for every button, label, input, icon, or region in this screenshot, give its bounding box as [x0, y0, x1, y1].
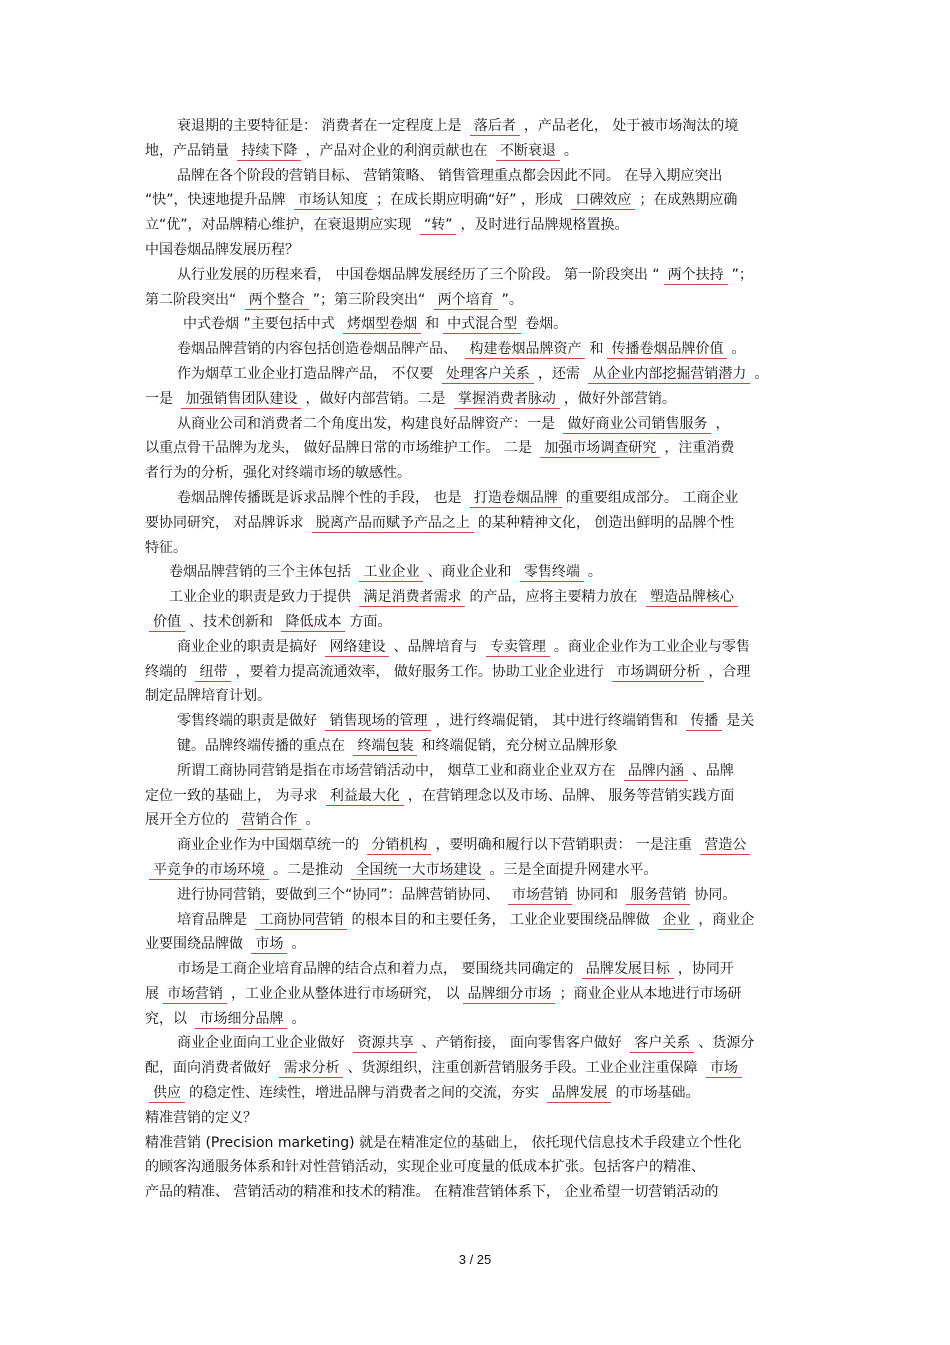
- text-segment: ，在营销理念以及市场、品牌、 服务等营销实践方面: [407, 787, 735, 804]
- text-line: [145, 114, 810, 139]
- text-segment: 所谓工商协同营销是指在市场营销活动中， 烟草工业和商业企业双方在: [177, 762, 620, 779]
- text-segment: 。: [587, 564, 602, 581]
- answer-blank: 终端包装: [353, 737, 417, 756]
- text-segment: ，产品对企业的利润贡献也在: [305, 142, 492, 159]
- text-segment: ；在成熟期应确: [639, 192, 738, 209]
- text-line: [145, 337, 810, 362]
- text-line: [145, 1131, 810, 1156]
- text-segment: 。: [305, 812, 320, 829]
- text-segment: 。: [731, 341, 746, 358]
- text-segment: 终端的: [145, 663, 192, 680]
- text-segment: 从商业公司和消费者二个角度出发，构建良好品牌资产：一是: [177, 415, 560, 432]
- text-segment: 特征。: [145, 539, 187, 556]
- text-segment: 培育品牌是: [177, 911, 252, 928]
- page-number: 3 / 25: [458, 1252, 492, 1267]
- text-segment: 协同。: [694, 886, 737, 903]
- answer-blank: 分销机构: [367, 836, 431, 855]
- text-segment: 是关: [726, 713, 755, 730]
- text-segment: 一是: [145, 390, 178, 407]
- text-segment: 方面。: [349, 613, 392, 630]
- text-segment: 卷烟品牌传播既是诉求品牌个性的手段， 也是: [177, 489, 466, 506]
- text-segment: 以重点骨干品牌为龙头， 做好品牌日常的市场维护工作。 二是: [145, 440, 537, 457]
- text-segment: 商业企业作为中国烟草统一的: [177, 837, 364, 854]
- answer-blank: 销售现场的管理: [325, 712, 431, 731]
- text-line: [145, 932, 810, 957]
- text-segment: 、技术创新和: [189, 613, 278, 630]
- text-segment: ，做好外部营销。: [563, 390, 676, 407]
- text-segment: 工业企业的职责是致力于提供: [169, 589, 356, 606]
- text-segment: 究，以: [145, 1010, 192, 1027]
- answer-blank: 平竞争的市场环境: [149, 861, 269, 880]
- answer-blank: 市场: [706, 1059, 742, 1078]
- text-segment: “快”，快速地提升品牌: [145, 192, 290, 209]
- text-line: [145, 536, 810, 561]
- answer-blank: 掌握消费者脉动: [454, 390, 560, 409]
- text-segment: 精准营销的定义？: [145, 1109, 257, 1126]
- answer-blank: 网络建设: [325, 638, 389, 657]
- text-segment: 进行协同营销，要做到三个“协同”：品牌营销协同、: [177, 886, 504, 903]
- text-segment: 的重要组成部分。 工商企业: [565, 489, 739, 506]
- text-line: [145, 164, 810, 189]
- text-segment: 和: [425, 316, 440, 333]
- answer-blank: 需求分析: [279, 1059, 343, 1078]
- text-segment: 、品牌: [691, 762, 734, 779]
- text-segment: 协同和: [575, 886, 623, 903]
- text-line: [145, 585, 810, 610]
- answer-blank: 品牌发展: [547, 1084, 611, 1103]
- answer-blank: 塑造品牌核心: [646, 588, 738, 607]
- answer-blank: 专卖管理: [486, 638, 550, 657]
- text-segment: 地，产品销量: [145, 142, 234, 159]
- text-segment: 衰退期的主要特征是： 消费者在一定程度上是: [177, 118, 466, 134]
- text-line: [145, 759, 810, 784]
- answer-blank: 中式混合型: [443, 315, 521, 334]
- text-line: [145, 734, 810, 759]
- text-segment: ，注重消费: [664, 440, 735, 457]
- answer-blank: 供应: [149, 1084, 185, 1103]
- text-line: [145, 486, 810, 511]
- answer-blank: 满足消费者需求: [359, 588, 465, 607]
- text-segment: 的根本目的和主要任务， 工业企业要围绕品牌做: [351, 911, 655, 928]
- answer-blank: 市场细分品牌: [195, 1010, 287, 1029]
- answer-blank: 纽带: [195, 663, 231, 682]
- text-segment: 商业企业面向工业企业做好: [177, 1035, 350, 1052]
- text-segment: 。二是推动: [273, 861, 348, 878]
- text-segment: 品牌在各个阶段的营销目标、 营销策略、 销售管理重点都会因此不同。 在导入期应突出: [177, 167, 723, 184]
- text-segment: ；商业企业从本地进行市场研: [559, 985, 742, 1002]
- answer-blank: 服务营销: [626, 886, 690, 905]
- text-segment: 者行为的分析，强化对终端市场的敏感性。: [145, 465, 411, 482]
- text-segment: 、商业企业和: [427, 564, 516, 581]
- text-segment: ，合理: [708, 663, 751, 680]
- text-line: [145, 1056, 810, 1081]
- text-segment: 立“优”，对品牌精心维护，在衰退期应实现: [145, 217, 416, 234]
- answer-blank: 零售终端: [520, 563, 584, 582]
- text-segment: ，要着力提高流通效率， 做好服务工作。协助工业企业进行: [235, 663, 609, 680]
- text-segment: 制定品牌培育计划。: [145, 688, 271, 705]
- text-line: [145, 412, 810, 437]
- text-line: [145, 833, 810, 858]
- answer-blank: 品牌发展目标: [582, 960, 674, 979]
- text-segment: ，协同开: [677, 961, 734, 978]
- answer-blank: 客户关系: [630, 1034, 694, 1053]
- answer-blank: 降低成本: [281, 613, 345, 632]
- text-segment: 从行业发展的历程来看， 中国卷烟品牌发展经历了三个阶段。 第一阶段突出 “: [177, 266, 660, 283]
- text-segment: 的某种精神文化， 创造出鲜明的品牌个性: [477, 514, 735, 531]
- document-body: [145, 114, 810, 1205]
- text-line: [145, 684, 810, 709]
- text-segment: 。: [291, 936, 306, 953]
- text-segment: 定位一致的基础上， 为寻求: [145, 787, 322, 804]
- text-segment: 市场是工商企业培育品牌的结合点和着力点， 要围绕共同确定的: [177, 961, 578, 978]
- answer-blank: 品牌内涵: [624, 762, 688, 781]
- text-line: [145, 560, 810, 585]
- text-segment: 键。品牌终端传播的重点在: [177, 737, 350, 754]
- answer-blank: 市场调研分析: [612, 663, 704, 682]
- text-line: [145, 362, 810, 387]
- answer-blank: 工业企业: [359, 563, 423, 582]
- text-line: [145, 213, 810, 238]
- answer-blank: 市场营销: [163, 985, 227, 1004]
- answer-blank: 品牌细分市场: [463, 985, 555, 1004]
- answer-blank: 构建卷烟品牌资产: [465, 340, 585, 359]
- answer-blank: 市场营销: [508, 886, 572, 905]
- text-segment: 商业企业的职责是搞好: [177, 638, 322, 655]
- answer-blank: 持续下降: [237, 142, 301, 161]
- text-segment: 展开全方位的: [145, 812, 234, 829]
- text-segment: ”；: [731, 266, 753, 283]
- answer-blank: 营造公: [700, 836, 750, 855]
- text-segment: 中国卷烟品牌发展历程？: [145, 241, 299, 258]
- text-segment: 产品的精准、 营销活动的精准和技术的精准。 在精准营销体系下， 企业希望一切营销活动的: [145, 1184, 719, 1201]
- text-line: [145, 312, 810, 337]
- answer-blank: 利益最大化: [326, 787, 404, 806]
- text-line: [145, 982, 810, 1007]
- text-line: [145, 1031, 810, 1056]
- text-segment: ，做好内部营销。二是: [305, 390, 450, 407]
- answer-blank: 加强市场调查研究: [540, 439, 660, 458]
- answer-blank: 做好商业公司销售服务: [563, 415, 711, 434]
- answer-blank: 市场: [251, 935, 287, 954]
- text-line: [145, 1007, 810, 1032]
- text-line: [145, 263, 810, 288]
- text-line: [145, 1155, 810, 1180]
- text-segment: 。三是全面提升网建水平。: [489, 861, 658, 878]
- text-line: [145, 808, 810, 833]
- text-line: [145, 139, 810, 164]
- text-line: [145, 238, 810, 263]
- answer-blank: 传播卷烟品牌价值: [607, 340, 727, 359]
- answer-blank: 企业: [658, 911, 694, 930]
- text-segment: 的稳定性、连续性，增进品牌与消费者之间的交流，夯实: [189, 1085, 544, 1102]
- text-segment: 精准营销 (Precision marketing) 就是在精准定位的基础上， 依托现代信息技术手段建立个性化: [145, 1134, 742, 1151]
- answer-blank: 两个整合: [245, 291, 309, 310]
- text-segment: ，还需: [537, 365, 585, 382]
- text-segment: 的顾客沟通服务体系和针对性营销活动，实现企业可度量的低成本扩张。包括客户的精准、: [145, 1159, 705, 1176]
- answer-blank: 处理客户关系: [442, 365, 534, 384]
- text-segment: 。: [291, 1010, 306, 1027]
- text-segment: ，工业企业从整体进行市场研究， 以: [231, 985, 460, 1002]
- answer-blank: 传播: [686, 712, 722, 731]
- text-line: [145, 610, 810, 635]
- text-line: [145, 1180, 810, 1205]
- text-line: [145, 908, 810, 933]
- text-line: [145, 660, 810, 685]
- text-line: [145, 957, 810, 982]
- answer-blank: “转”: [420, 216, 457, 235]
- text-segment: ”。: [501, 291, 523, 308]
- text-segment: 的产品，应将主要精力放在: [469, 589, 642, 606]
- text-segment: ”；第三阶段突出“: [312, 291, 430, 308]
- answer-blank: 两个培育: [434, 291, 498, 310]
- text-segment: 业要围绕品牌做: [145, 936, 248, 953]
- text-segment: 中式卷烟 ”主要包括中式: [183, 316, 340, 333]
- text-line: [145, 387, 810, 412]
- answer-blank: 不断衰退: [496, 142, 560, 161]
- text-line: [145, 1081, 810, 1106]
- text-segment: ，: [715, 415, 730, 432]
- text-segment: 的市场基础。: [615, 1085, 700, 1102]
- answer-blank: 工商协同营销: [255, 911, 347, 930]
- text-segment: 卷烟品牌营销的内容包括创造卷烟品牌产品、: [177, 341, 462, 358]
- text-segment: ，及时进行品牌规格置换。: [460, 217, 629, 234]
- text-line: [145, 288, 810, 313]
- text-segment: 、品牌培育与: [393, 638, 482, 655]
- answer-blank: 资源共享: [353, 1034, 417, 1053]
- text-line: [145, 436, 810, 461]
- text-segment: ，要明确和履行以下营销职责： 一是注重: [435, 837, 697, 854]
- answer-blank: 口碑效应: [571, 191, 635, 210]
- text-line: [145, 461, 810, 486]
- text-line: [145, 784, 810, 809]
- text-segment: 要协同研究， 对品牌诉求: [145, 514, 308, 531]
- text-segment: 。: [563, 142, 578, 159]
- text-segment: 、产销衔接， 面向零售客户做好: [421, 1035, 627, 1052]
- text-line: [145, 1106, 810, 1131]
- text-segment: 、货源组织，注重创新营销服务手段。工业企业注重保障: [347, 1060, 702, 1077]
- text-segment: 卷烟品牌营销的三个主体包括: [169, 564, 356, 581]
- text-segment: 作为烟草工业企业打造品牌产品， 不仅要: [177, 365, 438, 382]
- text-line: [145, 883, 810, 908]
- text-segment: ，商业企: [698, 911, 755, 928]
- text-segment: ，产品老化， 处于被市场淘汰的境: [523, 118, 739, 134]
- text-segment: 、货源分: [698, 1035, 755, 1052]
- text-segment: ；在成长期应明确“好” ，形成: [375, 192, 568, 209]
- text-segment: 展: [145, 985, 159, 1002]
- answer-blank: 价值: [149, 613, 185, 632]
- text-segment: 。商业企业作为工业企业与零售: [553, 638, 750, 655]
- text-line: [145, 858, 810, 883]
- text-line: [145, 709, 810, 734]
- text-line: [145, 635, 810, 660]
- text-segment: 。: [754, 365, 769, 382]
- answer-blank: 烤烟型卷烟: [343, 315, 421, 334]
- text-segment: 和: [589, 341, 604, 358]
- text-segment: ，进行终端促销， 其中进行终端销售和: [435, 713, 683, 730]
- answer-blank: 营销合作: [237, 811, 301, 830]
- answer-blank: 两个扶持: [664, 266, 728, 285]
- answer-blank: 落后者: [470, 117, 520, 136]
- answer-blank: 脱离产品而赋予产品之上: [312, 514, 474, 533]
- text-segment: 配，面向消费者做好: [145, 1060, 276, 1077]
- answer-blank: 从企业内部挖掘营销潜力: [588, 365, 750, 384]
- text-segment: 零售终端的职责是做好: [177, 713, 322, 730]
- answer-blank: 加强销售团队建设: [181, 390, 301, 409]
- text-segment: 第二阶段突出“: [145, 291, 241, 308]
- text-segment: 卷烟。: [525, 316, 568, 333]
- answer-blank: 全国统一大市场建设: [351, 861, 485, 880]
- text-segment: 和终端促销，充分树立品牌形象: [421, 737, 618, 754]
- text-line: [145, 188, 810, 213]
- text-line: [145, 511, 810, 536]
- answer-blank: 市场认知度: [294, 191, 372, 210]
- answer-blank: 打造卷烟品牌: [470, 489, 562, 508]
